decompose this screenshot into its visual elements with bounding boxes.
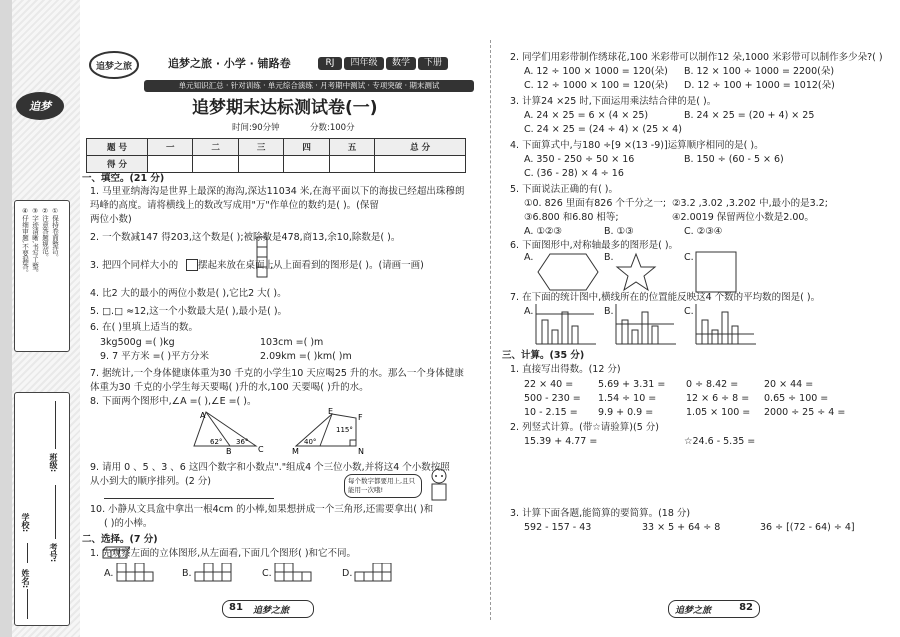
- tip-1: ①保持卷面整洁。: [51, 207, 59, 261]
- section-3-heading: 三、计算。(35 分): [502, 350, 585, 361]
- choice-4-opt-b[interactable]: B. 150 ÷ (60 - 5 × 6): [684, 154, 784, 165]
- line-name: [27, 589, 28, 619]
- svg-text:115°: 115°: [336, 426, 353, 434]
- svg-text:E: E: [328, 408, 334, 416]
- calc-1-item: 1.54 ÷ 10 =: [598, 393, 657, 404]
- option-d-figure: [354, 563, 404, 583]
- q6-c: 9. 7 平方米 =( )平方分米: [100, 351, 210, 362]
- q7-line1: 7. 据统计,一个身体健康体重为30 千克的小学生10 天应喝25 升的水。那么一个身体健康: [90, 368, 464, 379]
- choice-3-opt-b[interactable]: B. 24 × 25 = (20 + 4) × 25: [684, 110, 815, 121]
- q10-line1: 10. 小静从文具盒中拿出一根4cm 的小棒,如果想拼成一个三角形,还需要拿出( )和: [90, 504, 434, 515]
- exam-score: 分数:100分: [310, 123, 355, 133]
- hint-bubble: [344, 474, 422, 498]
- choice-5-stmt-3: ③6.800 和6.80 相等;: [524, 212, 619, 223]
- student-info-box: [14, 392, 70, 626]
- calc-1-item: 20 × 44 =: [764, 379, 814, 390]
- choice-5-opt-b[interactable]: B. ①③: [604, 226, 634, 237]
- page-title: 追梦期末达标测试卷(一): [192, 98, 378, 118]
- choice-1-opt-a[interactable]: A.: [104, 568, 114, 579]
- brand-logo-icon: [88, 48, 140, 82]
- page-divider: [490, 40, 491, 620]
- left-footer-logo: 追梦之旅: [253, 606, 290, 616]
- calc-1-item: 500 - 230 =: [524, 393, 581, 404]
- svg-text:40°: 40°: [304, 438, 317, 446]
- score-header-cell: 题 号: [87, 139, 148, 156]
- logo-icon: [14, 88, 66, 124]
- svg-text:N: N: [358, 447, 364, 454]
- choice-4-opt-a[interactable]: A. 350 - 250 ÷ 50 × 16: [524, 154, 635, 165]
- right-page-number: 82: [739, 602, 753, 613]
- star-figure: [614, 252, 658, 292]
- score-blank-cell[interactable]: [375, 156, 466, 173]
- badge-subject: 数学: [386, 57, 416, 70]
- header-logo: [88, 48, 140, 82]
- svg-text:C: C: [258, 445, 264, 454]
- choice-7-opt-c[interactable]: C.: [684, 306, 694, 317]
- score-table: [86, 138, 466, 173]
- right-page-footer: [668, 600, 760, 618]
- choice-6-opt-b[interactable]: B.: [604, 252, 614, 263]
- score-blank-cell[interactable]: [148, 156, 193, 173]
- solid-figure: [102, 545, 130, 561]
- score-label-cell: 得 分: [87, 156, 148, 173]
- choice-2-opt-d[interactable]: D. 12 ÷ 100 + 1000 = 1012(朵): [684, 80, 835, 91]
- score-blank-cell[interactable]: [329, 156, 374, 173]
- choice-1-opt-c[interactable]: C.: [262, 568, 272, 579]
- svg-text:36°: 36°: [236, 438, 249, 446]
- score-header-cell: 五: [329, 139, 374, 156]
- score-header-cell: 一: [148, 139, 193, 156]
- side-logo: [14, 88, 66, 124]
- svg-text:62°: 62°: [210, 438, 223, 446]
- line-exam: [55, 485, 56, 539]
- score-header-cell: 四: [284, 139, 329, 156]
- quad-efmn-figure: [290, 408, 370, 454]
- hexagon-figure: [536, 252, 600, 292]
- svg-text:追梦之旅: 追梦之旅: [95, 62, 133, 72]
- calc-2-heading: 2. 列竖式计算。(带☆请验算)(5 分): [510, 422, 659, 433]
- stacked-cubes-figure: [256, 236, 270, 280]
- calc-1-item: 10 - 2.15 =: [524, 407, 578, 418]
- triangle-abc-figure: [190, 408, 270, 454]
- svg-text:F: F: [358, 413, 363, 422]
- q2: 2. 一个数减147 得203,这个数是( );被除数是478,商13,余10,除数是( )。: [90, 232, 401, 243]
- q3-part1: 3. 把四个同样大小的: [90, 260, 179, 271]
- q5: 5. □.□ ≈12,这一个小数最大是( ),最小是( )。: [90, 306, 288, 317]
- q9-answer-line[interactable]: [104, 498, 274, 499]
- choice-1: 1. 先观察左面的立体图形,从左面看,下面几个图形( )和它不同。: [90, 548, 357, 559]
- svg-text:A: A: [200, 411, 206, 420]
- choice-2: 2. 同学们用彩带制作绣球花,100 米彩带可以制作12 朵,1000 米彩带可以制作多少朵?( ): [510, 52, 883, 63]
- score-blank-cell[interactable]: [284, 156, 329, 173]
- tip-2: ②注意答题规范。: [41, 207, 49, 261]
- line-school: [27, 543, 28, 563]
- choice-6-opt-a[interactable]: A.: [524, 252, 534, 263]
- score-header-cell: 二: [193, 139, 238, 156]
- calc-1-item: 0.65 ÷ 100 =: [764, 393, 829, 404]
- choice-6: 6. 下面图形中,对称轴最多的图形是( )。: [510, 240, 679, 251]
- q6: 6. 在( )里填上适当的数。: [90, 322, 199, 333]
- calc-3-heading: 3. 计算下面各题,能简算的要简算。(18 分): [510, 508, 691, 519]
- option-a-figure: [116, 563, 166, 583]
- q8: 8. 下面两个图形中,∠A =( ),∠E =( )。: [90, 396, 257, 407]
- cube-icon: [186, 259, 198, 271]
- q6-b: 103cm =( )m: [260, 337, 324, 348]
- label-name: 姓名:: [21, 569, 30, 589]
- calc-3-item: 36 ÷ [(72 - 64) ÷ 4]: [760, 522, 855, 533]
- left-page-number: 81: [229, 602, 243, 613]
- choice-3-opt-c[interactable]: C. 24 × 25 = (24 ÷ 4) × (25 × 4): [524, 124, 682, 135]
- tip-3: ③字迹清晰,书写工整。: [31, 207, 39, 276]
- q4: 4. 比2 大的最小的两位小数是( ),它比2 大( )。: [90, 288, 287, 299]
- q1-line1: 1. 马里亚纳海沟是世界上最深的海沟,深达11034 米,在海平面以下的海拔已经超出珠穆朗: [90, 186, 465, 197]
- right-footer-logo: 追梦之旅: [675, 606, 712, 616]
- hint-text: 每个数字都要用上,且只能用一次哦!: [348, 477, 416, 494]
- q3-part3: ,从上面看到的图形是( )。(请画一画): [270, 260, 424, 271]
- choice-7-opt-a[interactable]: A.: [524, 306, 534, 317]
- choice-7-opt-b[interactable]: B.: [604, 306, 614, 317]
- choice-7: 7. 在下面的统计图中,横线所在的位置能反映这4 个数的平均数的图是( )。: [510, 292, 821, 303]
- chart-a-figure: [534, 304, 598, 346]
- score-header-cell: 三: [238, 139, 283, 156]
- choice-5-opt-a[interactable]: A. ①②③: [524, 226, 562, 237]
- choice-3-opt-a[interactable]: A. 24 × 25 = 6 × (4 × 25): [524, 110, 649, 121]
- series-name: 追梦之旅 · 小学 · 铺路卷: [168, 57, 291, 70]
- score-table-score-row: [87, 156, 466, 173]
- q10-line2: ( )的小棒。: [104, 518, 153, 529]
- score-header-cell: 总 分: [375, 139, 466, 156]
- calc-3-item: 592 - 157 - 43: [524, 522, 592, 533]
- choice-3: 3. 计算24 ×25 时,下面运用乘法结合律的是( )。: [510, 96, 717, 107]
- calc-1-item: 1.05 × 100 =: [686, 407, 751, 418]
- calc-1-item: 12 × 6 ÷ 8 =: [686, 393, 750, 404]
- choice-2-opt-b[interactable]: B. 12 × 100 ÷ 1000 = 2200(朵): [684, 66, 835, 77]
- option-c-figure: [274, 563, 324, 583]
- section-1-heading: 一、填空。(21 分): [82, 173, 165, 184]
- choice-1-opt-d[interactable]: D.: [342, 568, 353, 579]
- calc-1-item: 2000 ÷ 25 ÷ 4 =: [764, 407, 846, 418]
- calc-2-item: 15.39 + 4.77 =: [524, 436, 598, 447]
- svg-text:B: B: [226, 447, 232, 454]
- line-class: [55, 401, 56, 449]
- square-figure: [694, 250, 738, 294]
- grade-badges: [318, 57, 448, 70]
- q9-line2: 从小到大的顺序排列。(2 分): [90, 476, 211, 487]
- label-class: 班级:: [49, 453, 58, 473]
- score-blank-cell[interactable]: [238, 156, 283, 173]
- choice-5-stmt-1: ①0. 826 里面有826 个千分之一;: [524, 198, 667, 209]
- svg-text:M: M: [292, 447, 299, 454]
- chart-b-figure: [614, 304, 678, 346]
- calc-1-item: 22 × 40 =: [524, 379, 574, 390]
- binder-edge: [0, 0, 12, 637]
- score-blank-cell[interactable]: [193, 156, 238, 173]
- choice-4-opt-c[interactable]: C. (36 - 28) × 4 ÷ 16: [524, 168, 624, 179]
- choice-1-opt-b[interactable]: B.: [182, 568, 192, 579]
- choice-5-stmt-4: ④2.0019 保留两位小数是2.00。: [672, 212, 814, 223]
- tip-4: ④仔细审题,不要漏答。: [21, 207, 29, 276]
- calc-1-item: 9.9 + 0.9 =: [598, 407, 654, 418]
- choice-2-opt-c[interactable]: C. 12 ÷ 1000 × 100 = 120(朵): [524, 80, 669, 91]
- chart-c-figure: [694, 304, 758, 346]
- calc-3-item: 33 × 5 + 64 ÷ 8: [642, 522, 721, 533]
- exam-time: 时间:90分钟: [232, 123, 280, 133]
- q7-line2: 体重为30 千克的小学生每天要喝( )升的水,100 天要喝( )升的水。: [90, 382, 369, 393]
- badge-volume: 下册: [418, 57, 448, 70]
- section-2-heading: 二、选择。(7 分): [82, 534, 158, 545]
- left-page-footer: [222, 600, 314, 618]
- choice-5-opt-c[interactable]: C. ②③④: [684, 226, 723, 237]
- q3-part2: 摆起来放在桌面上: [198, 260, 275, 271]
- calc-1-heading: 1. 直接写出得数。(12 分): [510, 364, 621, 375]
- q1-line2: 玛峰的高度。请将横线上的数改写成用"万"作单位的数约是( )。(保留: [90, 200, 379, 211]
- q9-line1: 9. 请用 0 、5 、3 、6 这四个数字和小数点"."组成4 个三位小数,并将这4 个小数按照: [90, 462, 450, 473]
- q1-line3: 两位小数): [90, 214, 132, 225]
- score-table-header-row: [87, 139, 466, 156]
- choice-4: 4. 下面算式中,与180 ÷[9 ×(13 -9)]运算顺序相同的是( )。: [510, 140, 764, 151]
- calc-2-item: ☆24.6 - 5.35 =: [684, 436, 756, 447]
- badge-grade: 四年级: [344, 57, 384, 70]
- label-exam-no: 考号:: [49, 543, 58, 563]
- option-b-figure: [194, 563, 244, 583]
- label-school: 学校:: [21, 513, 30, 533]
- svg-text:追梦: 追梦: [29, 100, 51, 113]
- teacher-cartoon-icon: [428, 468, 450, 502]
- choice-6-opt-c[interactable]: C.: [684, 252, 694, 263]
- q6-d: 2.09km =( )km( )m: [260, 351, 352, 362]
- choice-5: 5. 下面说法正确的有( )。: [510, 184, 619, 195]
- q6-a: 3kg500g =( )kg: [100, 337, 175, 348]
- header-subtitle-bar: 单元知识汇总 · 针对训练 · 单元综合演练 · 月考期中测试 · 专项突破 · 期末测试: [144, 80, 474, 92]
- calc-1-item: 5.69 + 3.31 =: [598, 379, 666, 390]
- badge-edition: RJ: [318, 57, 342, 70]
- choice-2-opt-a[interactable]: A. 12 ÷ 100 × 1000 = 120(朵): [524, 66, 668, 77]
- choice-5-stmt-2: ②3.2 ,3.02 ,3.202 中,最小的是3.2;: [672, 198, 828, 209]
- tips-box: [14, 200, 70, 352]
- calc-1-item: 0 ÷ 8.42 =: [686, 379, 739, 390]
